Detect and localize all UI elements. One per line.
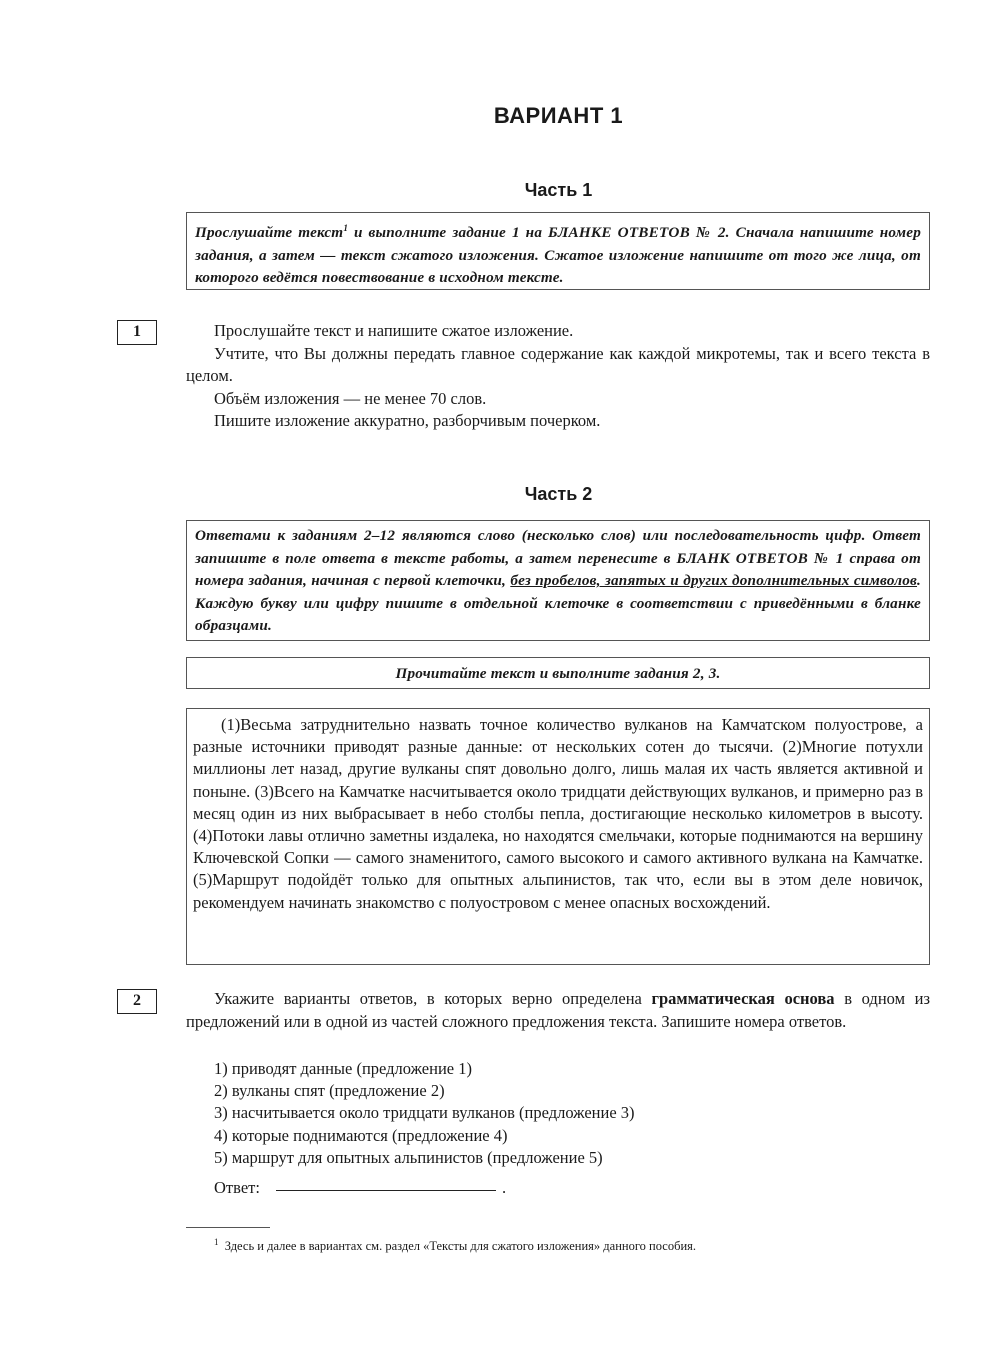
reading-text-box [186,708,930,965]
part2-instruction [187,521,929,644]
footnote-ref: 1 [343,223,349,233]
part2-instruction-text-a: Ответами к заданиям 2–12 являются слово (несколько слов) или последовательность цифр. Ответ запишите в поле ответа в тексте работы, а затем перенесите в БЛАНК ОТВЕТОВ № 1 справа от номера задания, начиная с первой клеточки, [195,527,921,589]
task2-question-b: в одном из предложений или в одной из частей сложного предложения текста. Запишите номера ответов. [186,989,931,1031]
footnote [214,1234,696,1254]
read-prompt-box [186,657,930,689]
footnote-text: Здесь и далее в вариантах см. раздел «Тексты для сжатого изложения» данного пособия. [224,1239,697,1254]
task2-question-bold: грамматическая основа [651,989,835,1008]
task2-option-4: 4) которые поднимаются (предложение 4) [214,1126,508,1145]
part2-instruction-underlined: без пробелов, запятых и других дополнительных символов [510,572,918,589]
page-title: ВАРИАНТ 1 [493,103,624,128]
task2-question-a: Укажите варианты ответов, в которых верно определена [214,989,652,1008]
task1-line: Объём изложения — не менее 70 слов. [214,388,487,408]
answer-end-mark: . [502,1178,507,1197]
task1-line: Пишите изложение аккуратно, разборчивым почерком. [214,411,601,430]
task1-text [186,320,930,433]
task-number-2: 2 [117,989,157,1014]
task2-question [186,988,930,1033]
task2-option-1: 1) приводят данные (предложение 1) [214,1059,472,1078]
task2-question-text [186,988,930,1033]
part1-instruction-box [186,212,930,290]
footnote-rule [186,1227,270,1228]
task2-option-3: 3) насчитывается около тридцати вулканов (предложение 3) [214,1103,635,1122]
reading-text-paragraph: (1)Весьма затруднительно назвать точное количество вулканов на Камчатском полуострове, а разные источники приводят разные данные: от нескольких сотен до тысячи. (2)Многие потухли миллионы лет назад, другие вулканы спят довольно долго, лишь малая их часть является активной и поныне. (3)Всего на Камчатке насчитывается около тридцати действующих вулканов, и примерно раз в месяц один из них выбрасывает в небо столбы пепла, достигающие несколько километров в высоту. (4)Потоки лавы отлично заметны издалека, но находятся смельчаки, которые поднимаются на вершину Ключевской Сопки — самого знаменитого, самого высокого и самого активного вулкана на Камчатке. (5)Маршрут подойдёт только для опытных альпинистов, так что, если вы в этом деле новичок, рекомендуем начинать знакомство с полуостровом с менее опасных восхождений. [193,715,923,912]
task2-option-2: 2) вулканы спят (предложение 2) [214,1081,445,1100]
task-number-1: 1 [117,320,157,345]
part1-heading: Часть 1 [524,180,593,200]
reading-text [187,709,929,918]
part1-instruction-text-b: и выполните задание 1 на БЛАНКЕ ОТВЕТОВ № 2. Сначала напишите номер задания, а затем — текст сжатого изложения. Сжатое изложение напишите от того же лица, от которого ведётся повествование в исходном тексте. [195,224,921,287]
answer-label: Ответ: [214,1178,260,1197]
answer-field[interactable] [276,1190,496,1191]
part2-instruction-text-b: . Каждую букву или цифру пишите в отдельной клеточке в соответствии с приведёнными в бланке образцами. [195,572,922,634]
task1-line: Прослушайте текст и напишите сжатое изложение. [214,321,574,340]
part2-instruction-box [186,520,930,641]
task1-line: Учтите, что Вы должны передать главное содержание как каждой микротемы, так и всего текста в целом. [186,343,930,385]
read-prompt: Прочитайте текст и выполните задания 2, 3. [395,665,721,682]
part1-instruction-text-a: Прослушайте текст [195,224,344,242]
task2-option-5: 5) маршрут для опытных альпинистов (предложение 5) [214,1148,603,1167]
part2-heading: Часть 2 [524,484,593,504]
part1-instruction [187,213,929,296]
footnote-mark: 1 [214,1237,219,1247]
